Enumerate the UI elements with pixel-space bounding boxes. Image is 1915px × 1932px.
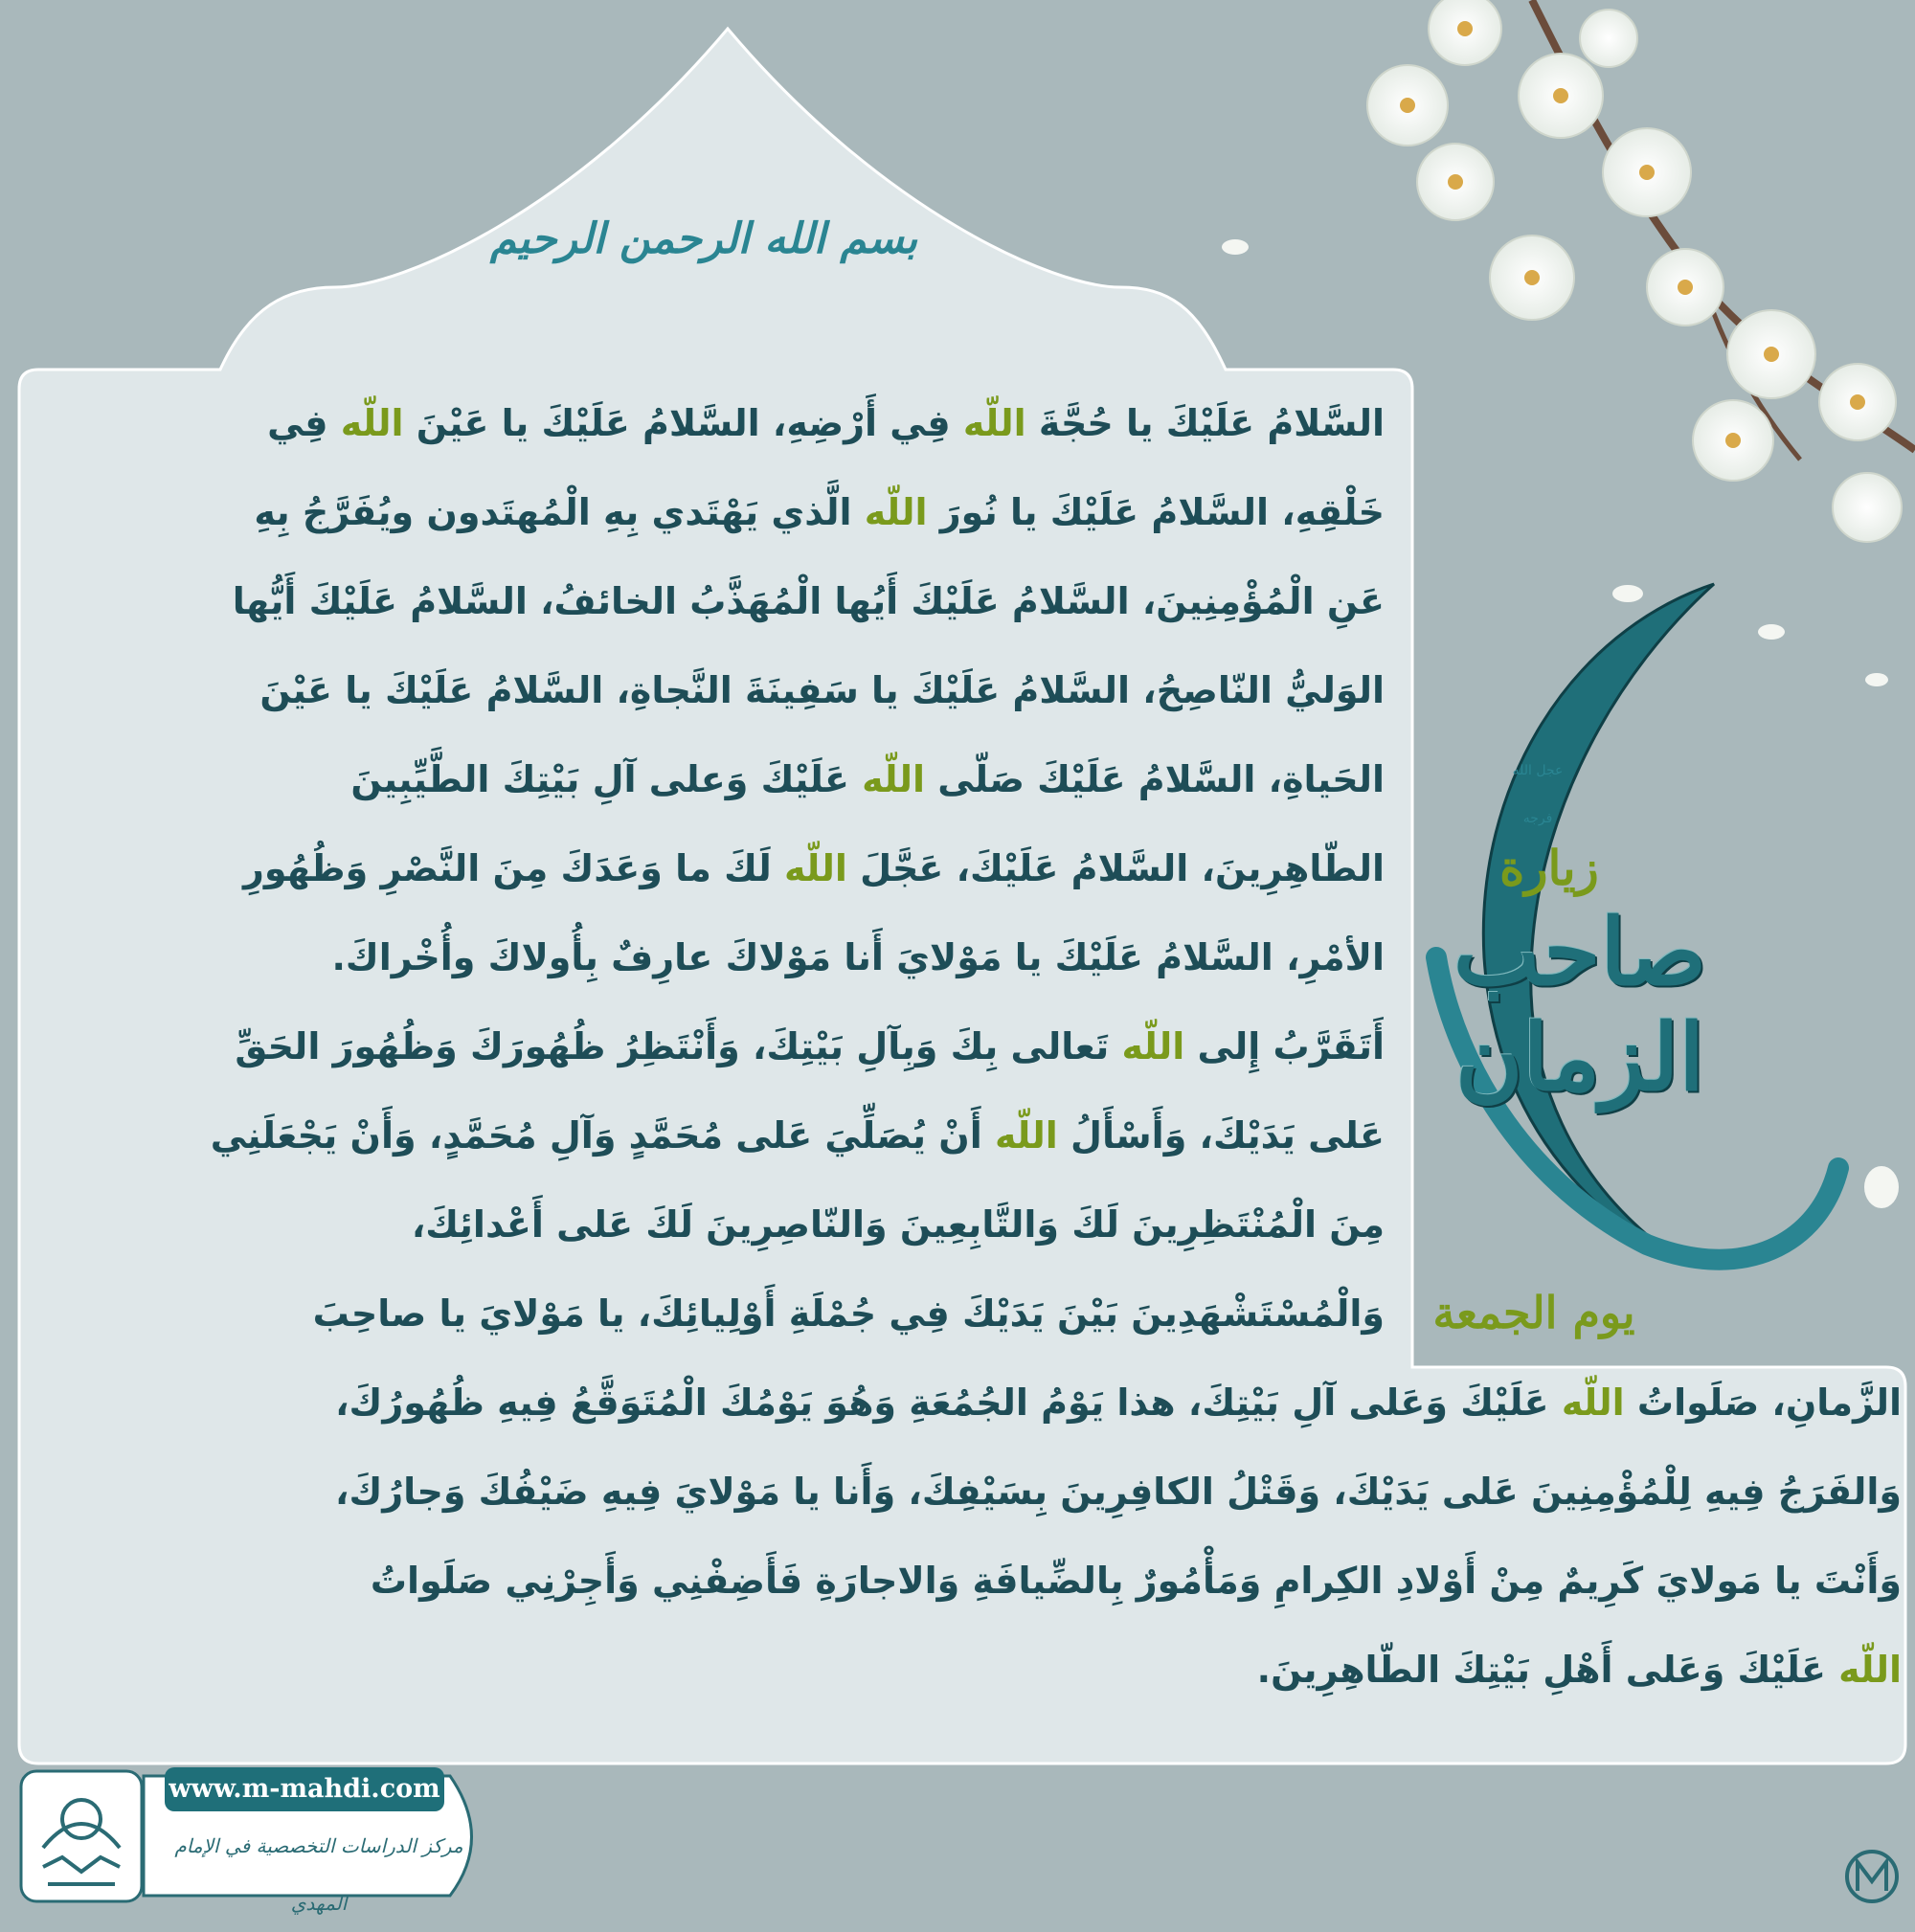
ziyarat-text <box>34 379 1902 1758</box>
website-url-label[interactable]: www.m-mahdi.com <box>165 1767 444 1811</box>
text-line <box>34 1448 1902 1537</box>
text-segment: أَتَقَرَّبُ إِلى <box>1184 1025 1385 1067</box>
text-line <box>34 557 1385 646</box>
text-segment: تَعالى بِكَ وَبِآلِ بَيْتِكَ، وَأَنْتَظِرُ ظُهُورَكَ وَظُهُورَ الحَقِّ <box>235 1025 1122 1067</box>
text-line <box>34 468 1385 557</box>
divine-name-highlight: اللّه <box>1838 1649 1902 1691</box>
text-line <box>34 735 1385 824</box>
text-segment: عَلَيْكَ وَعلى آلِ بَيْتِكَ الطَّيِّبِينَ <box>350 758 863 800</box>
text-line <box>34 646 1385 735</box>
text-line <box>34 1626 1902 1715</box>
text-segment: وَأَنْتَ يا مَولايَ كَرِيمٌ مِنْ أَوْلادِ الكِرامِ وَمَأْمُورٌ بِالضِّيافَةِ وَالاجارَةِ فَأَضِفْنِي وَأَجِرْنِي صَلَواتُ <box>370 1560 1902 1602</box>
text-line <box>34 1537 1902 1626</box>
small-blessing-calligraphy: عجل الله فرجه <box>1512 763 1564 826</box>
divine-name-highlight: اللّه <box>862 758 926 800</box>
text-segment: عَنِ الْمُؤْمِنِينَ، السَّلامُ عَلَيْكَ أَيُها الْمُهَذَّبُ الخائفُ، السَّلامُ عَلَيْكَ أَيُّها <box>232 580 1385 622</box>
text-segment: فِي <box>267 402 341 444</box>
text-segment: خَلْقِهِ، السَّلامُ عَلَيْكَ يا نُورَ <box>927 491 1385 533</box>
text-segment: الطّاهِرِينَ، السَّلامُ عَلَيْكَ، عَجَّلَ <box>846 847 1385 889</box>
text-segment: الحَياةِ، السَّلامُ عَلَيْكَ صَلّى <box>925 758 1385 800</box>
text-line <box>34 1180 1385 1269</box>
text-segment: الوَليُّ النّاصِحُ، السَّلامُ عَلَيْكَ يا سَفِينَةَ النَّجاةِ، السَّلامُ عَلَيْكَ يا عَيْنَ <box>259 669 1385 711</box>
text-line <box>34 913 1385 1002</box>
text-line <box>34 1269 1385 1359</box>
text-segment: عَلى يَدَيْكَ، وَأَسْأَلُ <box>1057 1114 1385 1157</box>
text-segment: أَنْ يُصَلِّيَ عَلى مُحَمَّدٍ وَآلِ مُحَمَّدٍ، وَأَنْ يَجْعَلَنِي <box>210 1114 995 1157</box>
text-segment: السَّلامُ عَلَيْكَ يا حُجَّةَ <box>1025 402 1385 444</box>
text-segment: الزَّمانِ، صَلَواتُ <box>1624 1382 1902 1424</box>
basmala-calligraphy: بسم الله الرحمن الرحيم <box>489 214 918 263</box>
text-line <box>34 1359 1902 1448</box>
divine-name-highlight: اللّه <box>994 1114 1058 1157</box>
divine-name-highlight: اللّه <box>1561 1382 1625 1424</box>
text-segment: عَلَيْكَ وَعَلى أَهْلِ بَيْتِكَ الطّاهِرِينَ. <box>1256 1649 1839 1691</box>
text-segment: لَكَ ما وَعَدَكَ مِنَ النَّصْرِ وَظُهُورِ <box>243 847 785 889</box>
divine-name-highlight: اللّه <box>784 847 847 889</box>
yawm-al-jumua-title: يوم الجمعة <box>1432 1287 1635 1338</box>
text-segment: وَالفَرَجُ فِيهِ لِلْمُؤْمِنِينَ عَلى يَدَيْكَ، وَقَتْلُ الكافِرِينَ بِسَيْفِكَ، وَأَنا يا مَوْلايَ فِيهِ ضَيْفُكَ وَجارُكَ، <box>335 1471 1902 1513</box>
sahib-al-zaman-calligraphy: صاحب الزمان <box>1453 898 1707 1112</box>
text-segment: مِنَ الْمُنْتَظِرِينَ لَكَ وَالتَّابِعِينَ وَالنّاصِرِينَ لَكَ عَلى أَعْدائِكَ، <box>411 1203 1385 1246</box>
divine-name-highlight: اللّه <box>340 402 404 444</box>
ziyara-title: زيارة <box>1499 840 1599 896</box>
divine-name-highlight: اللّه <box>962 402 1026 444</box>
text-line <box>34 379 1385 468</box>
text-segment: وَالْمُسْتَشْهَدِينَ بَيْنَ يَدَيْكَ فِي جُمْلَةِ أَوْلِيائِكَ، يا مَوْلايَ يا صاحِبَ <box>312 1292 1385 1335</box>
divine-name-highlight: اللّه <box>864 491 928 533</box>
text-segment: عَلَيْكَ وَعَلى آلِ بَيْتِكَ، هذا يَوْمُ الجُمُعَةِ وَهُوَ يَوْمُكَ الْمُتَوَقَّعُ فِيهِ ظُهُورُكَ، <box>335 1382 1562 1424</box>
text-line <box>34 1002 1385 1091</box>
text-line <box>34 1091 1385 1180</box>
divine-name-highlight: اللّه <box>1121 1025 1185 1067</box>
center-name-label: مركز الدراسات التخصصية في الإمام المهدي <box>174 1834 463 1915</box>
text-segment: الأمْرِ، السَّلامُ عَلَيْكَ يا مَوْلايَ أَنا مَوْلاكَ عارِفٌ بِأُولاكَ وأُخْراكَ. <box>331 936 1385 978</box>
text-segment: الَّذي يَهْتَدي بِهِ الْمُهتَدون ويُفَرَّجُ بِهِ <box>254 491 865 533</box>
text-segment: فِي أَرْضِهِ، السَّلامُ عَلَيْكَ يا عَيْنَ <box>403 402 963 444</box>
text-line <box>34 824 1385 913</box>
